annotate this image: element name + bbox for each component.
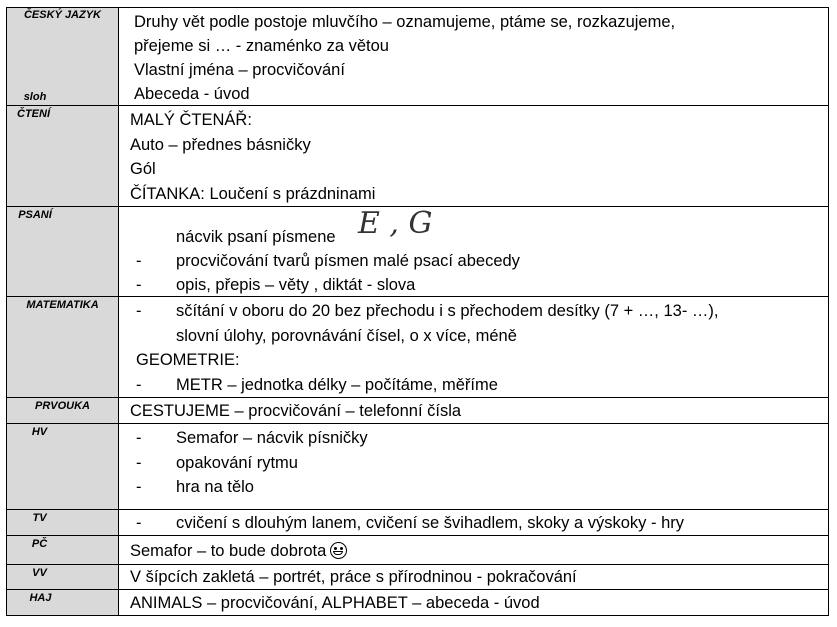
subject-cell xyxy=(7,207,119,296)
content-line: přejeme si … - znaménko za větou xyxy=(134,37,389,55)
subject-cell xyxy=(7,590,119,615)
subject-label: MATEMATIKA xyxy=(26,299,99,311)
content-line: MALÝ ČTENÁŘ: xyxy=(130,111,252,129)
subject-label: PSANÍ xyxy=(18,209,52,221)
bullet-dash: - xyxy=(136,514,142,532)
sub-subject-label: sloh xyxy=(23,91,47,103)
content-line: Druhy vět podle postoje mluvčího – oznamujeme, ptáme se, rozkazujeme, xyxy=(134,13,676,31)
content-line: hra na tělo xyxy=(176,478,254,496)
subject-cell xyxy=(7,565,119,589)
subject-label: PRVOUKA xyxy=(34,400,90,412)
row-prvouka xyxy=(6,398,829,424)
content-cell xyxy=(120,106,828,206)
subject-cell xyxy=(7,510,119,535)
content-line: slovní úlohy, porovnávání čísel, o x více, méně xyxy=(176,327,517,345)
subject-label: PČ xyxy=(31,538,48,550)
smiley-icon xyxy=(330,542,347,559)
content-cell xyxy=(120,565,828,589)
content-cell xyxy=(120,590,828,615)
content-cell xyxy=(120,207,828,296)
content-cell xyxy=(120,510,828,535)
content-cell xyxy=(120,398,828,423)
content-line: METR – jednotka délky – počítáme, měříme xyxy=(176,376,498,394)
subject-cell xyxy=(7,8,119,105)
content-cell xyxy=(120,297,828,397)
subject-cell xyxy=(7,106,119,206)
content-line: opakování rytmu xyxy=(176,454,298,472)
content-cell xyxy=(120,424,828,509)
bullet-dash: - xyxy=(136,252,142,270)
handwritten-letters: E , G xyxy=(358,206,433,241)
subject-label: TV xyxy=(32,512,47,524)
content-line: procvičování tvarů písmen malé psací abecedy xyxy=(176,252,520,270)
bullet-dash: - xyxy=(136,429,142,447)
subject-cell xyxy=(7,297,119,397)
content-line: GEOMETRIE: xyxy=(136,351,240,369)
content-line: Auto – přednes básničky xyxy=(130,136,311,154)
bullet-dash: - xyxy=(136,302,142,320)
content-cell xyxy=(120,8,828,105)
content-line xyxy=(130,541,347,561)
subject-label: VV xyxy=(32,567,47,579)
content-line: opis, přepis – věty , diktát - slova xyxy=(176,276,416,294)
row-matematika xyxy=(6,297,829,398)
row-cesky-jazyk xyxy=(6,7,829,106)
content-cell xyxy=(120,536,828,564)
content-text: Semafor – to bude dobrota xyxy=(130,542,327,560)
subject-cell xyxy=(7,424,119,509)
bullet-dash: - xyxy=(136,478,142,496)
bullet-dash: - xyxy=(136,454,142,472)
subject-label: HV xyxy=(31,426,48,438)
content-line: V šípcích zakletá – portrét, práce s přírodninou - pokračování xyxy=(130,568,577,586)
content-line: ANIMALS – procvičování, ALPHABET – abeceda - úvod xyxy=(130,594,540,612)
content-line: sčítání v oboru do 20 bez přechodu i s přechodem desítky (7 + …, 13- …), xyxy=(176,302,719,320)
row-cteni xyxy=(6,106,829,207)
bullet-dash: - xyxy=(136,276,142,294)
content-line: CESTUJEME – procvičování – telefonní čísla xyxy=(130,402,462,420)
subject-cell xyxy=(7,398,119,423)
content-line: Semafor – nácvik písničky xyxy=(176,429,368,447)
subject-label: ČESKÝ JAZYK xyxy=(23,9,102,21)
subject-label: HAJ xyxy=(29,592,52,604)
content-line: Abeceda - úvod xyxy=(134,85,250,103)
row-vv xyxy=(6,565,829,590)
content-line: Gól xyxy=(130,160,156,178)
content-line: ČÍTANKA: Loučení s prázdninami xyxy=(130,185,376,203)
subject-label: ČTENÍ xyxy=(17,108,50,120)
content-line: cvičení s dlouhým lanem, cvičení se švihadlem, skoky a výskoky - hry xyxy=(176,514,685,532)
content-line: nácvik psaní písmene xyxy=(176,228,336,246)
row-haj xyxy=(6,590,829,616)
subject-cell xyxy=(7,536,119,564)
row-pc xyxy=(6,536,829,565)
row-hv xyxy=(6,424,829,510)
content-line: Vlastní jména – procvičování xyxy=(134,61,345,79)
row-psani xyxy=(6,207,829,297)
bullet-dash: - xyxy=(136,376,142,394)
row-tv xyxy=(6,510,829,536)
